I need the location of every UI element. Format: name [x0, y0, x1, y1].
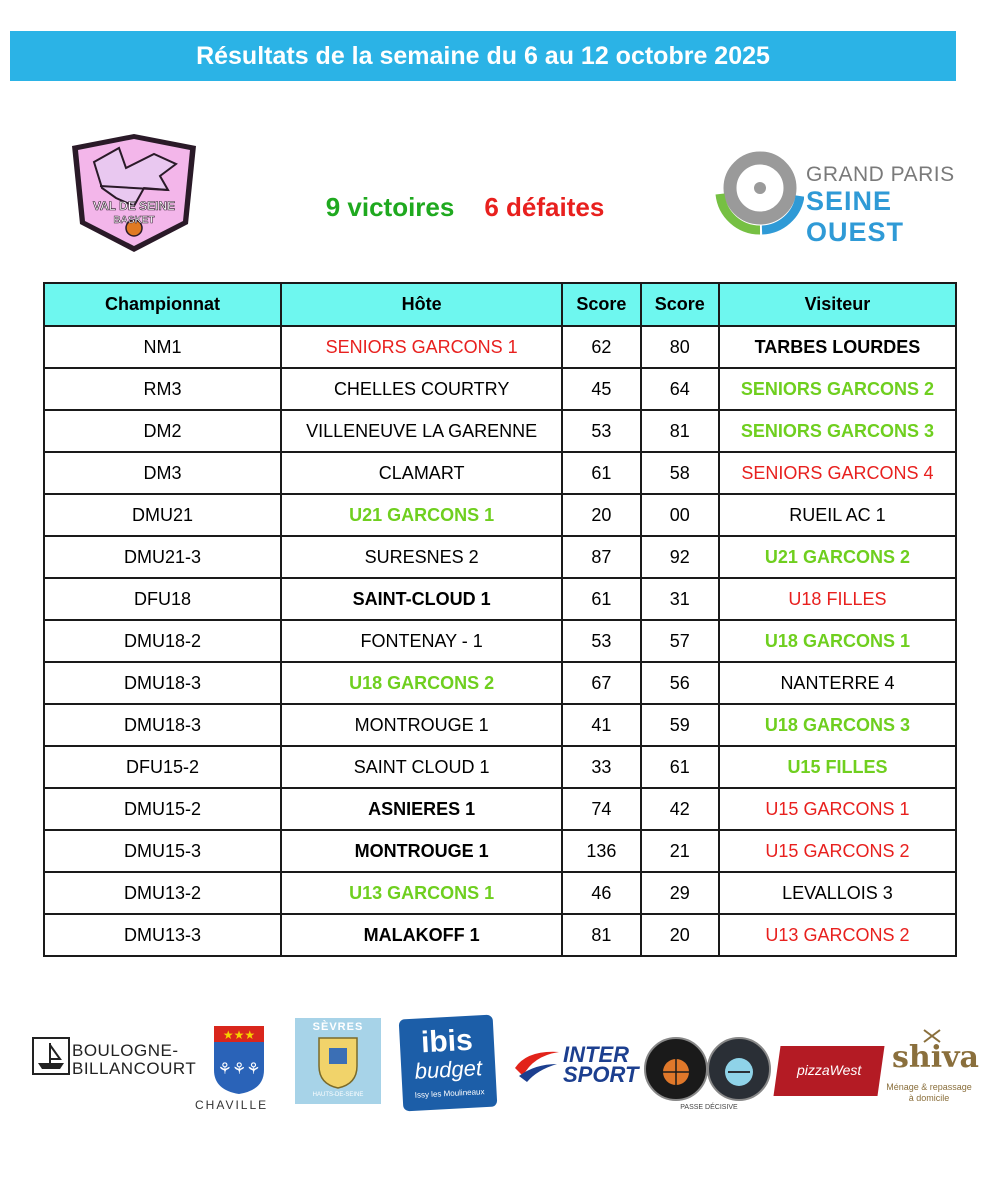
table-row — [44, 662, 956, 704]
club-logo-graphic — [64, 128, 204, 258]
cell-score-visitor: 57 — [641, 620, 719, 662]
ibis-text: ibis — [420, 1023, 474, 1060]
intersport-text: INTER SPORT — [563, 1042, 639, 1087]
header-championship: Championnat — [44, 283, 281, 326]
cell-score-visitor: 20 — [641, 914, 719, 956]
cell-championship: DMU21-3 — [44, 536, 281, 578]
table-row — [44, 578, 956, 620]
svg-text:★★★: ★★★ — [222, 1028, 256, 1042]
cell-championship: DFU15-2 — [44, 746, 281, 788]
shiva-text: shiva — [892, 1040, 979, 1075]
results-table — [43, 282, 957, 957]
cell-championship: DMU15-2 — [44, 788, 281, 830]
passe-decisive-text: PASSE DÉCISIVE — [680, 1104, 738, 1111]
cell-visitor: SENIORS GARCONS 2 — [719, 368, 956, 410]
table-row — [44, 704, 956, 746]
cell-host: CLAMART — [281, 452, 562, 494]
cell-score-visitor: 56 — [641, 662, 719, 704]
cell-visitor: TARBES LOURDES — [719, 326, 956, 368]
header-host: Hôte — [281, 283, 562, 326]
losses-count: 6 défaites — [484, 192, 605, 222]
boulogne-crest-icon — [32, 1037, 70, 1075]
cell-score-visitor: 00 — [641, 494, 719, 536]
cell-host: U18 GARCONS 2 — [281, 662, 562, 704]
ibis-budget-logo — [399, 1015, 498, 1112]
cell-score-visitor: 29 — [641, 872, 719, 914]
cell-visitor: LEVALLOIS 3 — [719, 872, 956, 914]
cell-host: SAINT CLOUD 1 — [281, 746, 562, 788]
cell-championship: DMU18-3 — [44, 704, 281, 746]
header-score-visitor: Score — [641, 283, 719, 326]
sevres-crest-icon — [317, 1036, 359, 1090]
cell-score-host: 87 — [562, 536, 640, 578]
cell-score-host: 74 — [562, 788, 640, 830]
cell-championship: DMU21 — [44, 494, 281, 536]
cell-visitor: U18 FILLES — [719, 578, 956, 620]
cell-score-host: 61 — [562, 578, 640, 620]
cell-score-visitor: 59 — [641, 704, 719, 746]
chaville-text: CHAVILLE — [195, 1098, 269, 1112]
gpso-line1: GRAND PARIS — [806, 163, 955, 186]
cell-host: ASNIERES 1 — [281, 788, 562, 830]
cell-score-visitor: 58 — [641, 452, 719, 494]
cell-score-visitor: 61 — [641, 746, 719, 788]
page-title: Résultats de la semaine du 6 au 12 octobre 2025 — [196, 41, 770, 70]
cell-visitor: U18 GARCONS 1 — [719, 620, 956, 662]
table-row — [44, 410, 956, 452]
cell-host: SURESNES 2 — [281, 536, 562, 578]
ibis-budget-text: budget — [414, 1055, 483, 1084]
cell-visitor: U15 FILLES — [719, 746, 956, 788]
cell-score-host: 67 — [562, 662, 640, 704]
chaville-crest-icon — [212, 1024, 266, 1096]
cell-visitor: RUEIL AC 1 — [719, 494, 956, 536]
cell-score-host: 41 — [562, 704, 640, 746]
pizza-west-text: pizzaWest — [796, 1062, 862, 1078]
cell-host: U13 GARCONS 1 — [281, 872, 562, 914]
grand-paris-seine-ouest-logo — [712, 146, 962, 247]
cell-host: SAINT-CLOUD 1 — [281, 578, 562, 620]
cell-championship: DMU13-3 — [44, 914, 281, 956]
cell-score-host: 46 — [562, 872, 640, 914]
cell-championship: NM1 — [44, 326, 281, 368]
cell-score-visitor: 21 — [641, 830, 719, 872]
cell-host: MONTROUGE 1 — [281, 830, 562, 872]
cell-score-visitor: 31 — [641, 578, 719, 620]
cell-visitor: U13 GARCONS 2 — [719, 914, 956, 956]
cell-host: U21 GARCONS 1 — [281, 494, 562, 536]
intersport-swoosh-icon — [513, 1046, 561, 1084]
header-visitor: Visiteur — [719, 283, 956, 326]
pizza-west-logo — [773, 1046, 884, 1096]
table-row — [44, 788, 956, 830]
gpso-line2: SEINE OUEST — [806, 186, 905, 247]
cell-score-host: 45 — [562, 368, 640, 410]
table-row — [44, 914, 956, 956]
table-row — [44, 368, 956, 410]
table-row — [44, 746, 956, 788]
season-summary — [280, 192, 650, 232]
cell-host: VILLENEUVE LA GARENNE — [281, 410, 562, 452]
cell-championship: DMU15-3 — [44, 830, 281, 872]
sevres-subtitle: HAUTS-DE-SEINE — [312, 1092, 364, 1098]
gpso-emblem — [712, 146, 804, 236]
shiva-subtitle: Ménage & repassage à domicile — [886, 1082, 972, 1103]
table-row — [44, 620, 956, 662]
cell-visitor: U21 GARCONS 2 — [719, 536, 956, 578]
cell-host: MONTROUGE 1 — [281, 704, 562, 746]
cell-visitor: U15 GARCONS 2 — [719, 830, 956, 872]
cell-championship: DM3 — [44, 452, 281, 494]
cell-visitor: U18 GARCONS 3 — [719, 704, 956, 746]
cell-visitor: SENIORS GARCONS 3 — [719, 410, 956, 452]
page-title-banner — [10, 31, 956, 81]
cell-score-host: 20 — [562, 494, 640, 536]
cell-host: FONTENAY - 1 — [281, 620, 562, 662]
passe-decisive-badge-1 — [643, 1036, 709, 1102]
table-header-row — [44, 283, 956, 326]
passe-decisive-badge-2 — [706, 1036, 772, 1102]
cell-host: MALAKOFF 1 — [281, 914, 562, 956]
cell-score-visitor: 92 — [641, 536, 719, 578]
cell-score-host: 33 — [562, 746, 640, 788]
cell-score-host: 53 — [562, 410, 640, 452]
boulogne-text: BOULOGNE- BILLANCOURT — [72, 1041, 197, 1078]
table-row — [44, 452, 956, 494]
cell-visitor: U15 GARCONS 1 — [719, 788, 956, 830]
cell-championship: DM2 — [44, 410, 281, 452]
club-logo — [64, 128, 204, 258]
cell-score-host: 53 — [562, 620, 640, 662]
cell-host: CHELLES COURTRY — [281, 368, 562, 410]
cell-host: SENIORS GARCONS 1 — [281, 326, 562, 368]
cell-score-host: 62 — [562, 326, 640, 368]
table-row — [44, 872, 956, 914]
cell-championship: RM3 — [44, 368, 281, 410]
table-row — [44, 830, 956, 872]
cell-championship: DMU18-2 — [44, 620, 281, 662]
cell-visitor: NANTERRE 4 — [719, 662, 956, 704]
sevres-title: SÈVRES — [312, 1021, 364, 1033]
cell-score-visitor: 81 — [641, 410, 719, 452]
cell-score-host: 61 — [562, 452, 640, 494]
cell-visitor: SENIORS GARCONS 4 — [719, 452, 956, 494]
sevres-logo — [295, 1018, 381, 1104]
cell-score-host: 81 — [562, 914, 640, 956]
ibis-city-text: Issy les Moulineaux — [414, 1087, 485, 1100]
cell-score-visitor: 80 — [641, 326, 719, 368]
cell-championship: DMU18-3 — [44, 662, 281, 704]
cell-championship: DMU13-2 — [44, 872, 281, 914]
table-row — [44, 326, 956, 368]
cell-score-visitor: 64 — [641, 368, 719, 410]
table-row — [44, 494, 956, 536]
club-logo-text2: BASKET — [113, 215, 155, 226]
header-score-host: Score — [562, 283, 640, 326]
cell-score-visitor: 42 — [641, 788, 719, 830]
table-row — [44, 536, 956, 578]
cell-score-host: 136 — [562, 830, 640, 872]
club-logo-text1: VAL DE SEINE — [92, 199, 176, 213]
wins-count: 9 victoires — [325, 192, 455, 222]
svg-text:⚘⚘⚘: ⚘⚘⚘ — [217, 1059, 261, 1078]
cell-championship: DFU18 — [44, 578, 281, 620]
